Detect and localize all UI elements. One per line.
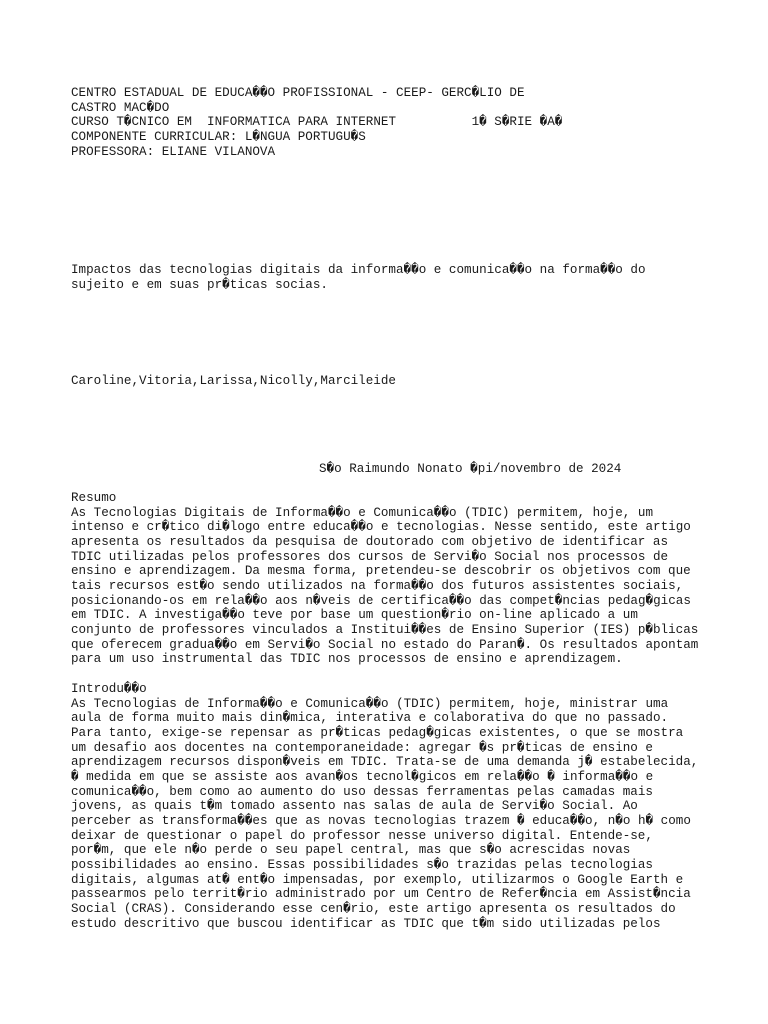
header-line: CASTRO MAC�DO [71, 100, 170, 115]
abstract-line: em TDIC. A investiga��o teve por base um question�rio on-line aplicado a um [71, 608, 638, 623]
abstract-heading: Resumo [71, 490, 117, 505]
authors-line: Caroline,Vitoria,Larissa,Nicolly,Marcileide [71, 373, 396, 388]
abstract-line: para um uso instrumental das TDIC nos processos de ensino e aprendizagem. [71, 652, 623, 667]
introduction-line: aprendizagem recursos dispon�veis em TDIC. Trata-se de uma demanda j� estabelecida, [71, 755, 699, 770]
introduction-line: aula de forma muito mais din�mica, interativa e colaborativa do que no passado. [71, 711, 669, 726]
header-line: PROFESSORA: ELIANE VILANOVA [71, 144, 276, 159]
introduction-line: Para tanto, exige-se repensar as pr�ticas pedag�gicas existentes, o que se mostra [71, 725, 684, 740]
introduction-line: estudo descritivo que buscou identificar as TDIC que t�m sido utilizadas pelos [71, 916, 661, 931]
introduction-line: perceber as transforma��es que as novas tecnologias trazem � educa��o, n�o h� como [71, 814, 691, 828]
introduction-line: As Tecnologias de Informa��o e Comunica��o (TDIC) permitem, hoje, ministrar uma [71, 696, 669, 711]
introduction-line: digitais, algumas at� ent�o impensadas, por exemplo, utilizarmos o Google Earth e [71, 872, 684, 887]
introduction-line: por�m, que ele n�o perde o seu papel central, mas que s�o acrescidas novas [71, 843, 631, 858]
abstract-section [71, 491, 731, 667]
title-line: Impactos das tecnologias digitais da informa��o e comunica��o na forma��o do [71, 263, 646, 278]
header-line: CURSO T�CNICO EM INFORMATICA PARA INTERNET 1� S�RIE �A� [71, 115, 563, 130]
document-page [71, 86, 731, 932]
authors [71, 374, 731, 389]
introduction-heading: Introdu��o [71, 681, 147, 696]
abstract-line: intenso e cr�tico di�logo entre educa��o e tecnologias. Nesse sentido, este artigo [71, 520, 691, 535]
abstract-line: As Tecnologias Digitais de Informa��o e Comunica��o (TDIC) permitem, hoje, um [71, 505, 654, 520]
abstract-line: conjunto de professores vinculados a Institui��es de Ensino Superior (IES) p�blicas [71, 623, 699, 638]
introduction-line: Social (CRAS). Considerando esse cen�rio, este artigo apresenta os resultados do [71, 902, 676, 917]
location-date-line: S�o Raimundo Nonato �pi/novembro de 2024 [319, 461, 622, 476]
location-date [71, 462, 731, 477]
header-line: COMPONENTE CURRICULAR: L�NGUA PORTUGU�S [71, 130, 366, 145]
introduction-line: jovens, as quais t�m tomado assento nas salas de aula de Servi�o Social. Ao [71, 799, 638, 814]
introduction-line: possibilidades ao ensino. Essas possibilidades s�o trazidas pelas tecnologias [71, 858, 653, 873]
introduction-line: deixar de questionar o papel do professor nesse universo digital. Entende-se, [71, 828, 653, 843]
abstract-line: tais recursos est�o sendo utilizados na forma��o dos futuros assistentes sociais, [71, 579, 684, 593]
document-title [71, 263, 731, 292]
document-header [71, 86, 731, 159]
abstract-line: posicionando-os em rela��o aos n�veis de certifica��o das compet�ncias pedag�gicas [71, 593, 691, 608]
introduction-section [71, 682, 731, 932]
abstract-line: apresenta os resultados da pesquisa de doutorado com objetivo de identificar as [71, 534, 669, 549]
abstract-line: que oferecem gradua��o em Servi�o Social no estado do Paran�. Os resultados apontam [71, 637, 699, 652]
title-line: sujeito e em suas pr�ticas socias. [71, 278, 328, 293]
introduction-line: � medida em que se assiste aos avan�os tecnol�gicos em rela��o � informa��o e [71, 769, 654, 784]
abstract-line: ensino e aprendizagem. Da mesma forma, pretendeu-se descobrir os objetivos com que [71, 564, 691, 579]
abstract-line: TDIC utilizadas pelos professores dos cursos de Servi�o Social nos processos de [71, 549, 669, 564]
introduction-line: um desafio aos docentes na contemporaneidade: agregar �s pr�ticas de ensino e [71, 740, 653, 755]
introduction-line: comunica��o, bem como ao aumento do uso dessas ferramentas pelas camadas mais [71, 784, 653, 799]
header-line: CENTRO ESTADUAL DE EDUCA��O PROFISSIONAL - CEEP- GERC�LIO DE [71, 86, 525, 100]
introduction-line: passearmos pelo territ�rio administrado por um Centro de Refer�ncia em Assist�ncia [71, 887, 691, 902]
